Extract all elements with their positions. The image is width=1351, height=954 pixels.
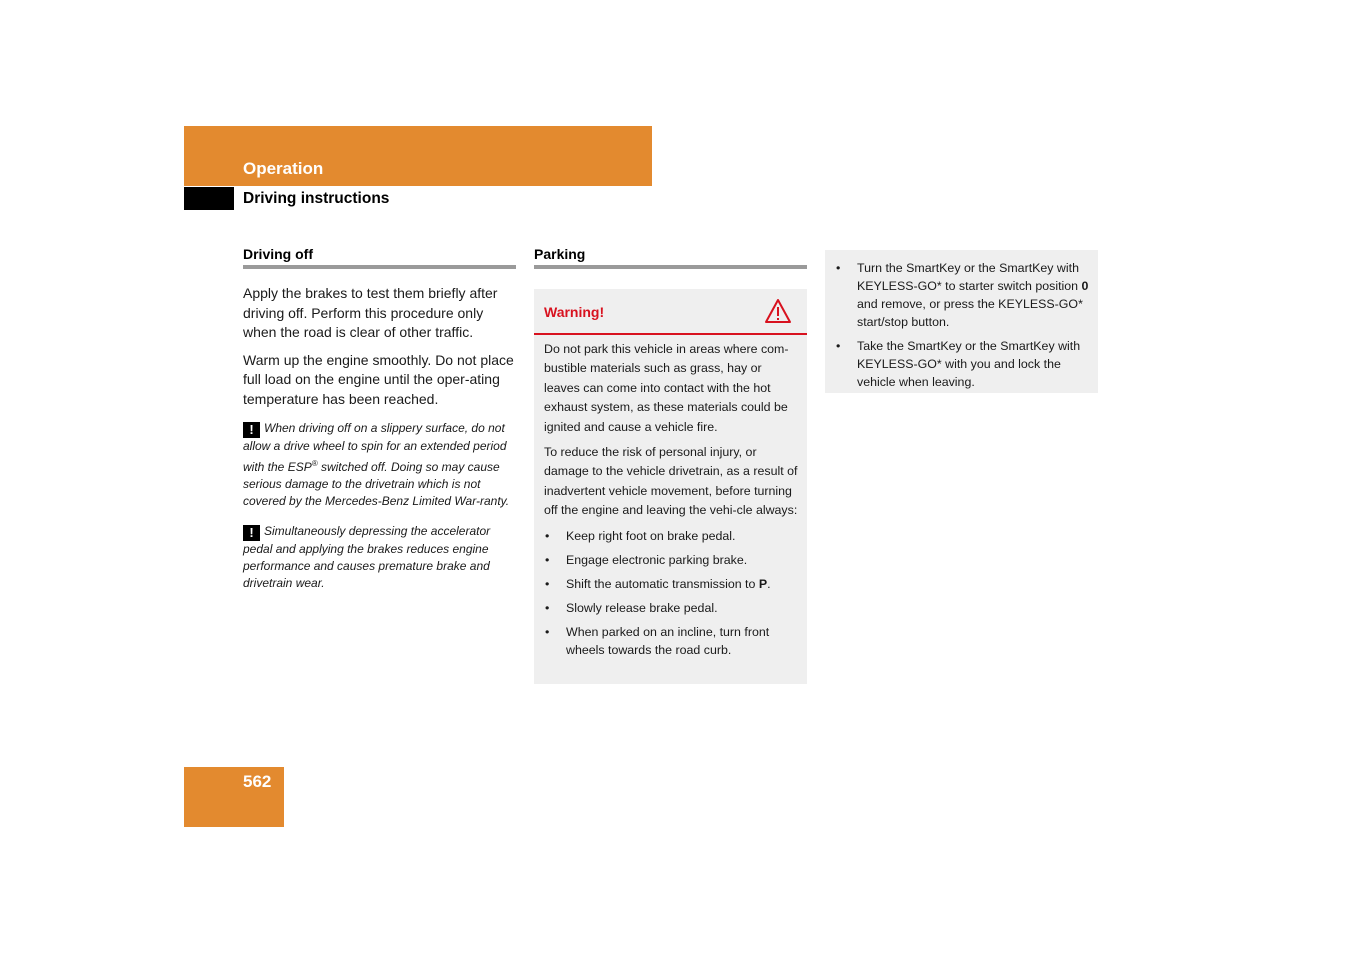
list-item-text: Engage electronic parking brake. [566, 552, 748, 567]
bullet: • [836, 261, 841, 275]
note-text: Simultaneously depressing the accelerator pedal and applying the brakes reduces engine performance and causes premature brake and drivetrain wear. [243, 524, 491, 590]
bullet: • [545, 552, 550, 567]
warning-paragraph: To reduce the risk of personal injury, or damage to the vehicle drivetrain, as a result of inadvertent vehicle movement, before turning off the engine and leaving the vehi-cle always: [544, 445, 798, 518]
gear-position: P [758, 576, 768, 591]
list-item-text: Turn the SmartKey or the SmartKey with KEYLESS-GO* to starter switch position [857, 261, 1082, 293]
exclamation-icon: ! [243, 525, 260, 541]
list-item-text: Shift the automatic transmission to [566, 576, 759, 591]
warning-paragraph: Do not park this vehicle in areas where com-bustible materials such as grass, hay or leaves can come into contact with the hot exhaust system, as these materials could be ignited and cause a vehicle fire. [544, 342, 789, 434]
subsection-title: Driving instructions [243, 190, 390, 207]
continuation-box [825, 250, 1098, 393]
bullet: • [836, 339, 841, 353]
note-text: switched off. Doing so may cause serious damage to the drivetrain which is not covered by the Mercedes-Benz Limited War-ranty. [243, 460, 510, 508]
warning-header [534, 289, 807, 335]
bullet: • [545, 624, 550, 639]
section-title: Operation [243, 159, 324, 178]
driving-off-column [243, 246, 516, 605]
paragraph: Warm up the engine smoothly. Do not place full load on the engine until the oper-ating temperature has been reached. [243, 351, 514, 407]
list-item-text: Keep right foot on brake pedal. [566, 528, 736, 543]
list-item [544, 527, 800, 545]
heading-rule [534, 265, 807, 269]
continuation-bullet-list [835, 259, 1091, 397]
registered-mark: ® [311, 459, 318, 468]
bullet: • [545, 576, 550, 591]
list-item-text: When parked on an incline, turn front wheels towards the road curb. [566, 624, 770, 657]
list-item [544, 551, 800, 569]
list-item-text: Slowly release brake pedal. [566, 600, 718, 615]
warning-body [544, 340, 800, 665]
note-text: When driving off on a slippery surface, do not allow a drive wheel to spin for an extended period with the ESP [243, 421, 507, 474]
list-item [835, 337, 1091, 391]
paragraph: Apply the brakes to test them briefly after driving off. Perform this procedure only when the road is clear of other traffic. [243, 285, 498, 340]
list-item-text: Take the SmartKey or the SmartKey with KEYLESS-GO* with you and lock the vehicle when leaving. [857, 339, 1081, 389]
bullet: • [545, 600, 550, 615]
warning-bullet-list [544, 527, 800, 659]
caution-note [243, 420, 516, 510]
list-item [835, 259, 1091, 331]
parking-column [534, 246, 807, 269]
page-number: 562 [243, 772, 272, 791]
driving-off-heading: Driving off [243, 246, 313, 262]
list-item [544, 599, 800, 617]
warning-box [534, 289, 807, 684]
warning-triangle-icon [764, 298, 792, 324]
warning-title: Warning! [544, 304, 605, 320]
heading-rule [243, 265, 516, 269]
section-marker [184, 187, 234, 210]
bullet: • [545, 528, 550, 543]
exclamation-icon: ! [243, 422, 260, 438]
list-item-text: . [767, 576, 771, 591]
switch-position: 0 [1081, 279, 1089, 293]
list-item-text: and remove, or press the KEYLESS-GO* start/stop button. [857, 297, 1083, 329]
parking-heading: Parking [534, 246, 586, 262]
caution-note [243, 523, 516, 592]
list-item [544, 575, 800, 593]
list-item [544, 623, 800, 659]
